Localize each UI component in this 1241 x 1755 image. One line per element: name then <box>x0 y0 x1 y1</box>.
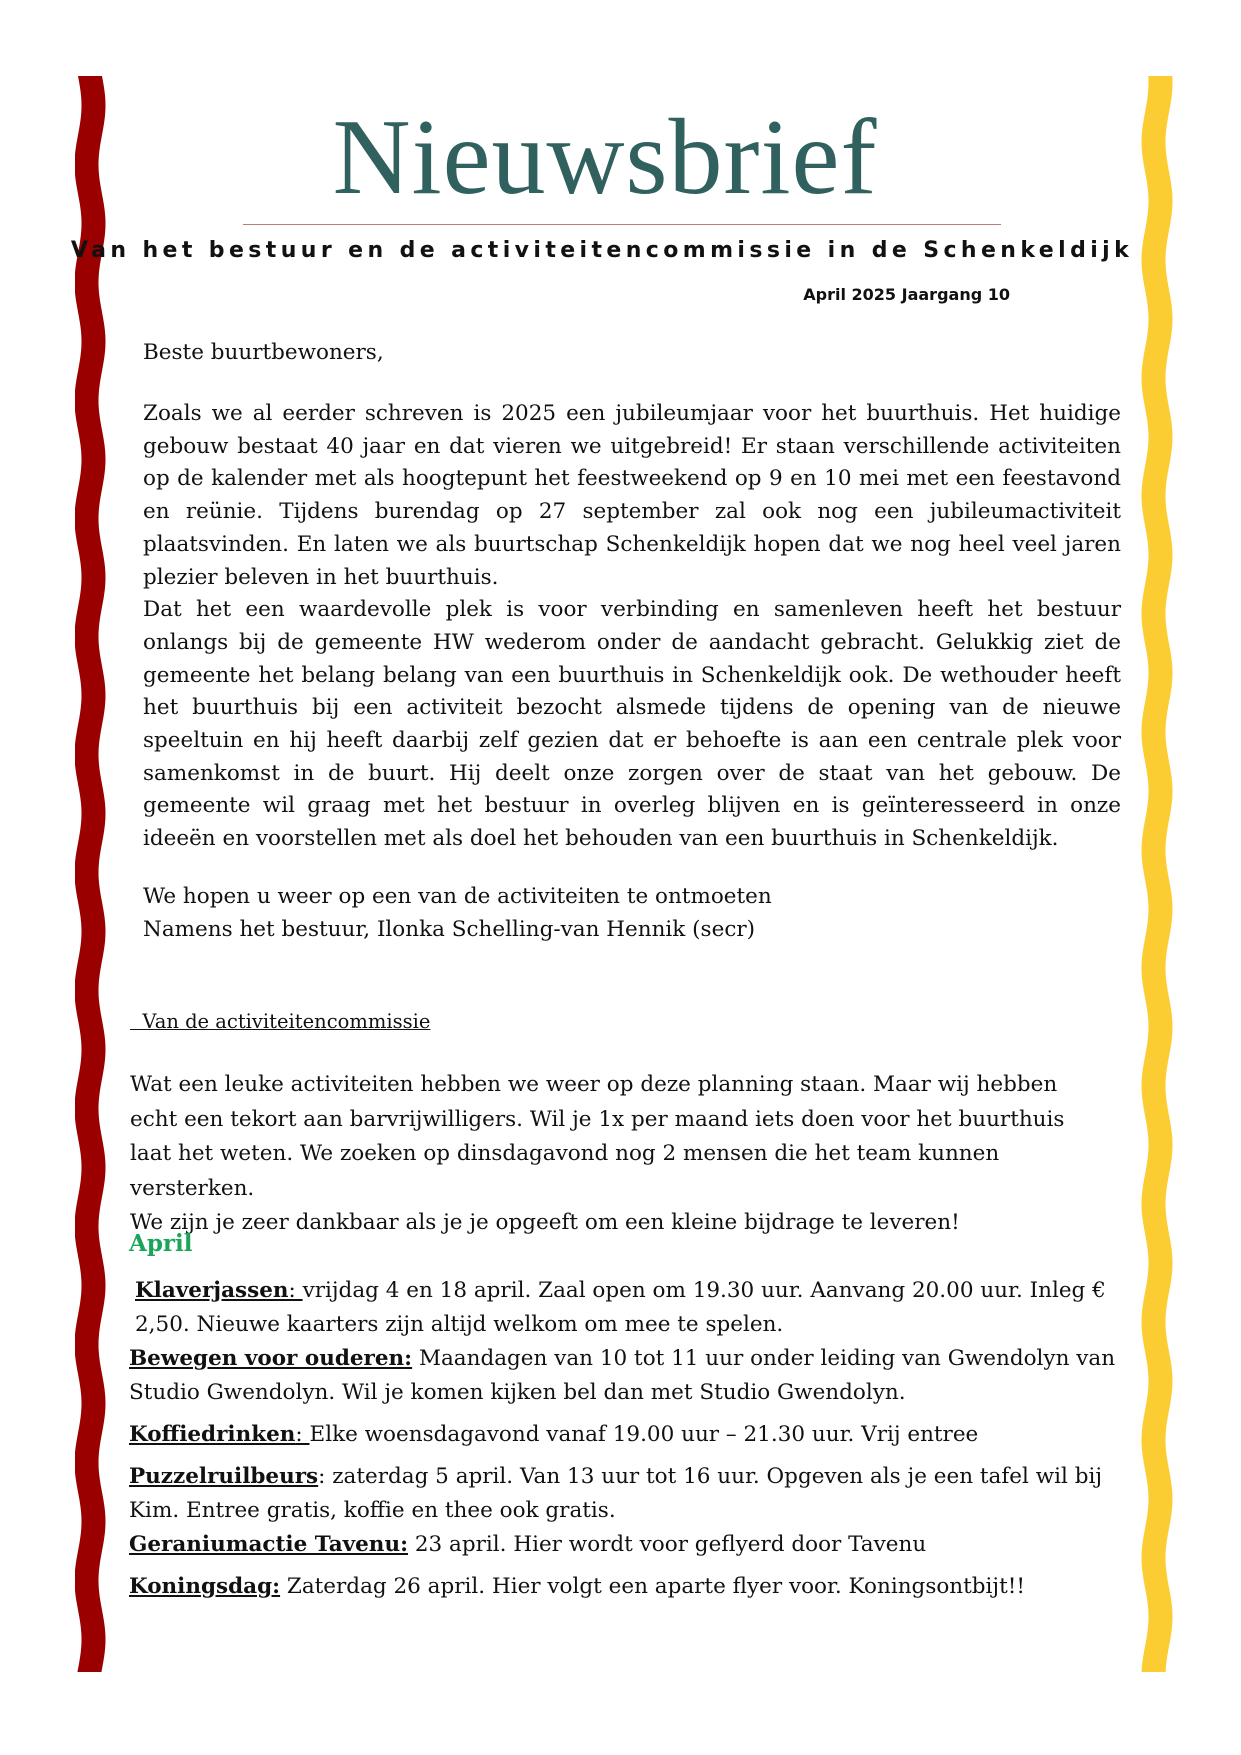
event-name: Klaverjassen <box>135 1278 289 1303</box>
event-text: Maandagen van 10 tot 11 uur onder leiding van Gwendolyn van Studio Gwendolyn. Wil je komen kijken bel dan met Studio Gwendolyn. <box>129 1346 1116 1405</box>
section-heading-commission <box>130 1010 430 1033</box>
section-heading-text: Van de activiteitencommissie <box>130 1010 431 1033</box>
letter-closing <box>143 881 772 946</box>
event-name: Puzzelruilbeurs <box>129 1464 319 1489</box>
month-heading: April <box>129 1230 193 1257</box>
event-separator <box>408 1532 415 1557</box>
page-title: Nieuwsbrief <box>332 98 878 217</box>
event-separator: : <box>288 1278 303 1303</box>
event-text: Elke woensdagavond vanaf 19.00 uur – 21.30 uur. Vrij entree <box>309 1422 979 1447</box>
event-separator: : <box>295 1422 310 1447</box>
letter-paragraph-2: Dat het een waardevolle plek is voor verbinding en samenleven heeft het bestuur onlangs bij de gemeente HW wederom onder de aandacht gebracht. Gelukkig ziet de gemeente het belang belang van een buurthuis in Schenkeldijk ook. De wethouder heeft het buurthuis bij een activiteit bezocht alsmede tijdens de opening van de nieuwe speeltuin en hij heeft daarbij zelf gezien dat er behoefte is aan een centrale plek voor samenkomst in de buurt. Hij deelt onze zorgen over de staat van het gebouw. De gemeente wil graag met het bestuur in overleg blijven en is geïnteresseerd in onze ideeën en voorstellen met als doel het behouden van een buurthuis in Schenkeldijk. <box>143 597 1121 852</box>
commission-paragraph: Wat een leuke activiteiten hebben we weer op deze planning staan. Maar wij hebben echt een tekort aan barvrijwilligers. Wil je 1x per maand iets doen voor het buurthuis laat het weten. We zoeken op dinsdagavond nog 2 mensen die het team kunnen versterken. <box>130 1072 1065 1201</box>
title-divider <box>243 224 1001 225</box>
event-separator: : <box>318 1464 333 1489</box>
commission-text <box>130 1068 1090 1241</box>
event-text: Zaterdag 26 april. Hier volgt een aparte flyer voor. Koningsontbijt!! <box>286 1574 1026 1599</box>
event-name: Geraniumactie Tavenu: <box>129 1532 409 1557</box>
event-item-bewegen <box>129 1342 1119 1410</box>
right-decorative-border <box>1140 76 1174 1672</box>
signature-line: Namens het bestuur, Ilonka Schelling-van Hennik (secr) <box>143 916 756 942</box>
event-name: Koningsdag: <box>129 1574 281 1599</box>
event-separator <box>412 1346 419 1371</box>
event-text: vrijdag 4 en 18 april. Zaal open om 19.30 uur. Aanvang 20.00 uur. Inleg € 2,50. Nieuwe kaarters zijn altijd welkom om mee te spelen. <box>135 1278 1106 1337</box>
event-list <box>129 1274 1119 1604</box>
event-item-koningsdag <box>129 1570 1119 1604</box>
event-text: zaterdag 5 april. Van 13 uur tot 16 uur. Opgeven als je een tafel wil bij Kim. Entree gratis, koffie en thee ook gratis. <box>129 1464 1103 1523</box>
commission-thanks: We zijn je zeer dankbaar als je je opgeeft om een kleine bijdrage te leveren! <box>130 1210 960 1235</box>
greeting: Beste buurtbewoners, <box>143 340 384 365</box>
event-name: Bewegen voor ouderen: <box>129 1346 413 1371</box>
issue-date: April 2025 Jaargang 10 <box>803 285 1010 304</box>
event-separator <box>280 1574 287 1599</box>
event-item-puzzelruilbeurs <box>129 1460 1119 1528</box>
event-name: Koffiedrinken <box>129 1422 296 1447</box>
left-decorative-border <box>75 76 109 1672</box>
letter-body <box>143 398 1121 856</box>
event-item-klaverjassen <box>129 1274 1119 1342</box>
subtitle: Van het bestuur en de activiteitencommissie in de Schenkeldijk <box>70 238 1134 263</box>
event-item-koffiedrinken <box>129 1418 1119 1452</box>
closing-line: We hopen u weer op een van de activiteiten te ontmoeten <box>143 884 772 909</box>
letter-paragraph-1: Zoals we al eerder schreven is 2025 een jubileumjaar voor het buurthuis. Het huidige gebouw bestaat 40 jaar en dat vieren we uitgebreid! Er staan verschillende activiteiten op de kalender met als hoogtepunt het feestweekend op 9 en 10 mei met een feestavond en reünie. Tijdens burendag op 27 september zal ook nog een jubileumactiviteit plaatsvinden. En laten we als buurtschap Schenkeldijk hopen dat we nog heel veel jaren plezier beleven in het buurthuis. <box>143 401 1121 590</box>
event-text: 23 april. Hier wordt voor geflyerd door Tavenu <box>414 1532 927 1557</box>
event-item-geraniumactie <box>129 1528 1119 1562</box>
